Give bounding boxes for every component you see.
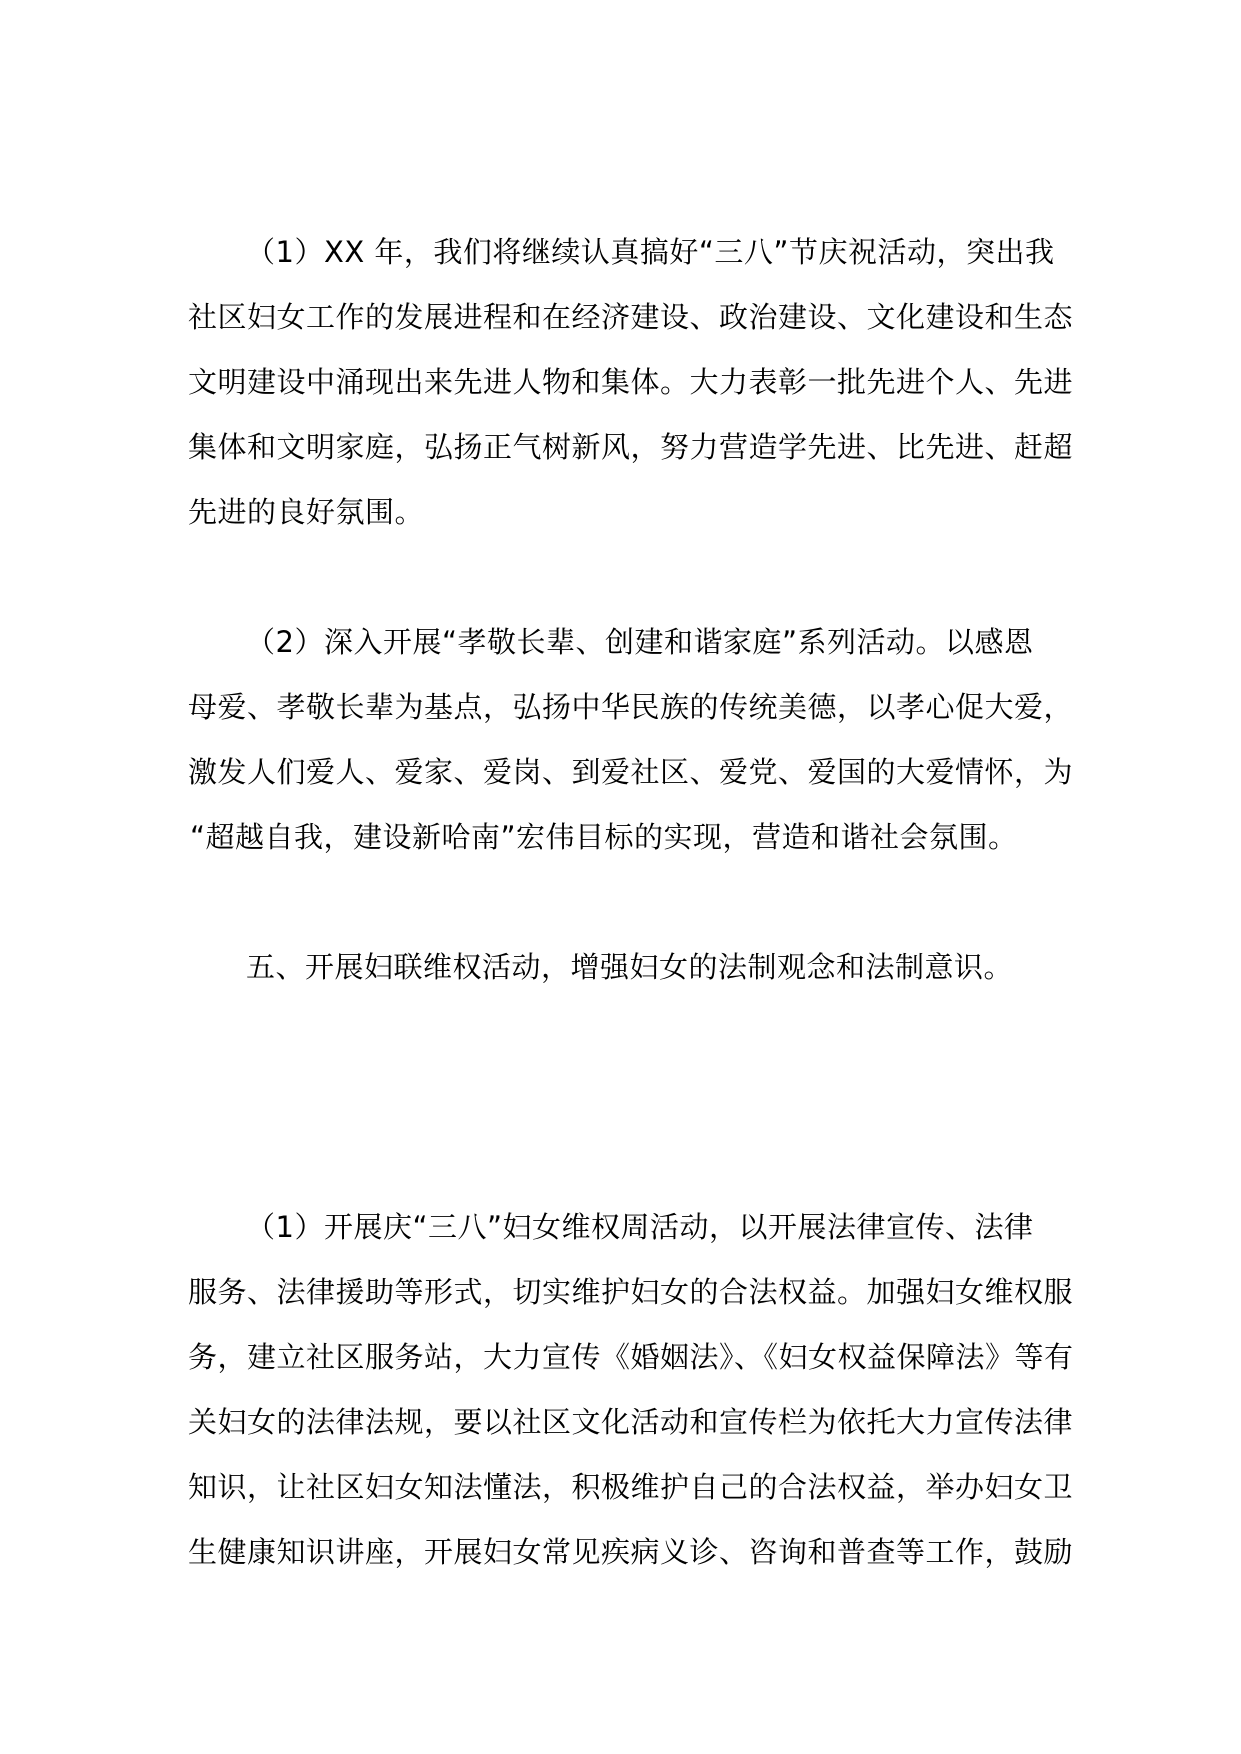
paragraph-3-line-6: 生健康知识讲座，开展妇女常见疾病义诊、咨询和普查等工作，鼓励 bbox=[188, 1535, 1074, 1569]
paragraph-1-line-5: 先进的良好氛围。 bbox=[188, 495, 425, 529]
paragraph-2-line-2: 母爱、孝敬长辈为基点，弘扬中华民族的传统美德，以孝心促大爱， bbox=[188, 690, 1074, 724]
paragraph-3-line-5: 知识，让社区妇女知法懂法，积极维护自己的合法权益，举办妇女卫 bbox=[188, 1470, 1074, 1504]
paragraph-1-line-1: （1）XX 年，我们将继续认真搞好“三八”节庆祝活动，突出我 bbox=[246, 235, 1055, 269]
paragraph-3-line-1: （1）开展庆“三八”妇女维权周活动，以开展法律宣传、法律 bbox=[246, 1210, 1034, 1244]
paragraph-2-line-1: （2）深入开展“孝敬长辈、创建和谐家庭”系列活动。以感恩 bbox=[246, 625, 1034, 659]
paragraph-1-line-4: 集体和文明家庭，弘扬正气树新风，努力营造学先进、比先进、赶超 bbox=[188, 430, 1074, 464]
paragraph-1-line-3: 文明建设中涌现出来先进人物和集体。大力表彰一批先进个人、先进 bbox=[188, 365, 1074, 399]
paragraph-3-line-4: 关妇女的法律法规，要以社区文化活动和宣传栏为依托大力宣传法律 bbox=[188, 1405, 1074, 1439]
paragraph-2-line-4: “超越自我，建设新哈南”宏伟目标的实现，营造和谐社会氛围。 bbox=[190, 820, 1018, 854]
section-heading: 五、开展妇联维权活动，增强妇女的法制观念和法制意识。 bbox=[246, 950, 1014, 984]
paragraph-3-line-3: 务，建立社区服务站，大力宣传《婚姻法》、《妇女权益保障法》等有 bbox=[188, 1340, 1074, 1374]
paragraph-2-line-3: 激发人们爱人、爱家、爱岗、到爱社区、爱党、爱国的大爱情怀，为 bbox=[188, 755, 1074, 789]
paragraph-3-line-2: 服务、法律援助等形式，切实维护妇女的合法权益。加强妇女维权服 bbox=[188, 1275, 1074, 1309]
paragraph-1-line-2: 社区妇女工作的发展进程和在经济建设、政治建设、文化建设和生态 bbox=[188, 300, 1074, 334]
